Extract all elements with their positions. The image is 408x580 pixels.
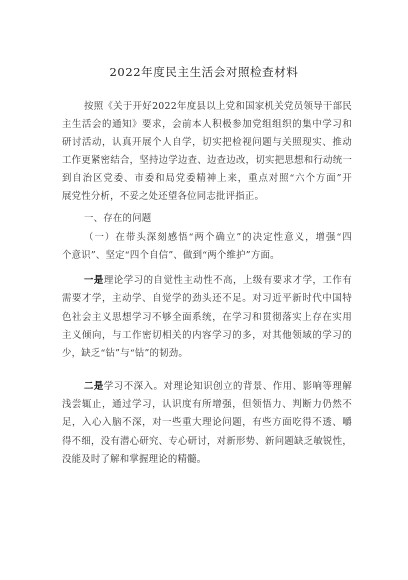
intro-line: 按照《关于开好2022年度县以上党和国家机关党员领导干部民 — [84, 101, 352, 112]
point-1-lead: 一是 — [84, 275, 104, 286]
point-2-line: 没能及时了解和掌握理论的精髓。 — [62, 454, 207, 465]
point-1-first-text: 理论学习的自觉性主动性不高，上级有要求才学，工作有 — [103, 275, 352, 286]
intro-line: 到自治区党委、市委和局党委精神上来，重点对照“六个方面”开 — [62, 173, 352, 184]
point-1-line: 色社会主义思想学习不够全面系统，在学习和贯彻落实上存在实用 — [62, 312, 352, 323]
intro-line: 展党性分析，不妥之处还望各位同志批评指正。 — [62, 191, 265, 202]
point-2-line: 足，入心入脑不深，对一些重大理论问题，有些方面吃得不透、嚼 — [62, 417, 352, 428]
document-title: 2022年度民主生活会对照检查材料 — [109, 65, 299, 79]
point-2-line: 浅尝辄止，通过学习，认识度有所增强，但领悟力、判断力仍然不 — [62, 399, 352, 410]
intro-line: 研讨活动，认真开展个人自学，切实把检视问题与关照现实、推动 — [62, 137, 352, 148]
point-1-line: 少，缺乏“钻”与“钻”的韧劲。 — [62, 348, 189, 359]
point-2-lead: 二是 — [84, 381, 104, 392]
point-2-line: 得不细，没有潜心研究、专心研讨，对新形势、新问题缺乏敏锐性， — [62, 436, 352, 447]
point-1-first-line — [84, 274, 352, 287]
subsection-line: 个意识”、坚定“四个自信”、做到“两个维护”方面。 — [62, 250, 280, 261]
section-heading: 一、存在的问题 — [84, 213, 152, 224]
point-2-first-text: 学习不深入。对理论知识创立的背景、作用、影响等理解 — [103, 381, 352, 392]
point-1-line: 需要才学，主动学、自觉学的劲头还不足。对习近平新时代中国特 — [62, 293, 352, 304]
subsection-line: （一）在带头深刻感悟“两个确立”的决定性意义，增强“四 — [84, 232, 352, 243]
intro-line: 主生活会的通知》要求，会前本人积极参加党组组织的集中学习和 — [62, 119, 352, 130]
point-2-first-line — [84, 380, 352, 393]
intro-line: 工作更紧密结合，坚持边学边查、边查边改，切实把思想和行动统一 — [62, 155, 352, 166]
point-1-line: 主义倾向，与工作密切相关的内容学习的多，对其他领域的学习的 — [62, 330, 352, 341]
